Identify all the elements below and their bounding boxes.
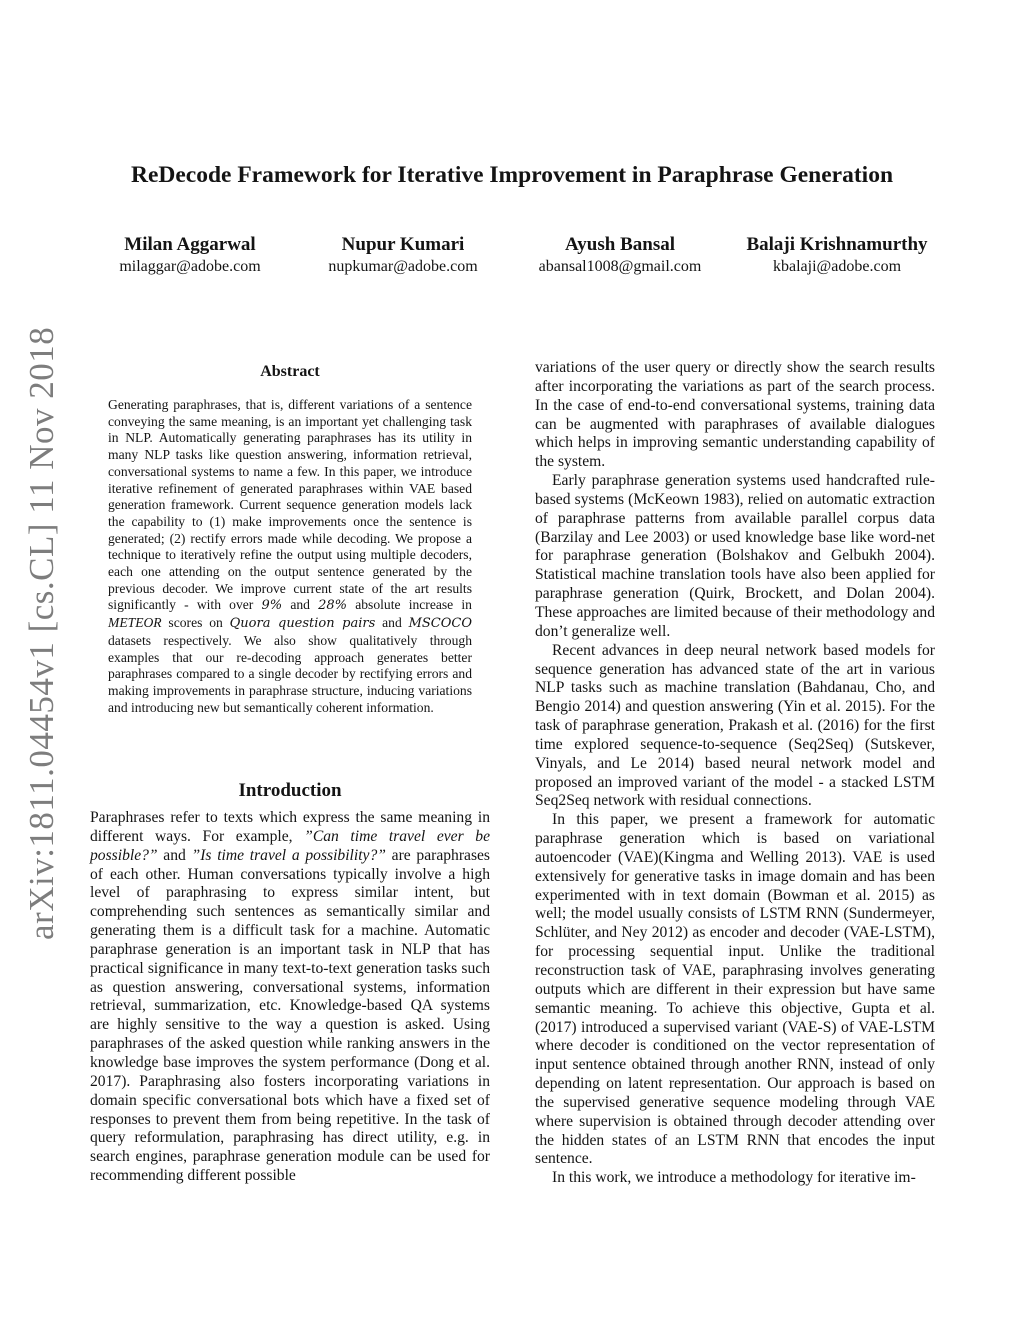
- example-quote: ”Is time travel a possibility?”: [191, 846, 386, 864]
- author-email: nupkumar@adobe.com: [328, 258, 478, 275]
- arxiv-identifier: arXiv:1811.04454v1 [cs.CL] 11 Nov 2018: [22, 326, 61, 940]
- paragraph: In this paper, we present a framework for automatic paraphrase generation which is based on variational autoencoder (VAE)(Kingma and Welling 2013). VAE is used extensively for generative tasks in image domain and has been experimented with in text domain (Bowman et al. 2015) as well; the model usually consists of LSTM RNN (Sundermeyer, Schlüter, and Ney 2012) as encoder and decoder (VAE-LSTM), for processing sequential input. Unlike the traditional reconstruction task of VAE, paraphrasing involves generating outputs which are different in their expression but have same semantic meaning. To achieve this objective, Gupta et al. (2017) introduced a supervised variant (VAE-S) of VAE-LSTM where decoder is conditioned on the vector representation of input sentence obtained through another RNN, instead of only depending on latent representation. Our approach is based on the supervised generative sequence modeling through VAE where supervision is obtained through decoder attending over the hidden states of an LSTM RNN that encodes the input sentence.: [535, 811, 935, 1168]
- paragraph: In this work, we introduce a methodology for iterative im-: [552, 1169, 916, 1187]
- abstract-text-part: Generating paraphrases, that is, different variations of a sentence conveying the same meaning, is an important yet challenging task in NLP. Automatically generating paraphrases has its utility in many NLP tasks like question answering, information retrieval, conversational systems to name a few. In this paper, we introduce iterative refinement of generated paraphrases within VAE based generation framework. Current sequence generation models lack the capability to (1) make improvements once the sentence is generated; (2) rectify errors made while decoding. We propose a technique to iteratively refine the output using multiple decoders, each one attending on the output sentence generated by the previous decoder. We improve current state of the art results significantly - with over: [108, 397, 472, 613]
- left-column: [90, 809, 490, 1186]
- example-quote: ”Can time travel ever be possible?”: [90, 827, 490, 864]
- paragraph: [90, 809, 490, 1186]
- paragraph-text: are paraphrases of each other. Human conversations typically involve a high level of paraphrasing to express similar intent, but comprehending such sentences as semantically similar and generating them is a difficult task for a machine. Automatic paraphrase generation is an important task in NLP that has practical significance in many text-to-text generation tasks such as question answering, conversational systems, information retrieval, summarization, etc. Knowledge-based QA systems are highly sensitive to the way a question is asked. Using paraphrases of the asked question while ranking answers in the knowledge base improves the system performance (Dong et al. 2017). Paraphrasing also fosters incorporating variations in domain specific conversational bots which have a fixed set of responses to prevent them from being repetitive. In the task of query reformulation, paraphrasing has direct utility, e.g. in search engines, paraphrase generation module can be used for recommending different possible: [90, 846, 491, 1185]
- author-block: [732, 233, 942, 277]
- abstract-text-part: and: [375, 615, 409, 631]
- abstract-text: [108, 397, 472, 716]
- paragraph: Early paraphrase generation systems used handcrafted rule-based systems (McKeown 1983), relied on automatic extraction of paraphrase patterns from available parallel corpus data (Barzilay and Lee 2003) or used knowledge base like word-net for paraphrase generation (Bolshakov and Gelbukh 2004). Statistical machine translation tools have also been applied for paraphrase generation (Quirk, Brockett, and Dolan 2004). These approaches are limited because of their methodology and don’t generalize well.: [535, 472, 935, 640]
- right-column: [535, 359, 935, 1188]
- author-name: Balaji Krishnamurthy: [746, 234, 928, 255]
- author-block: [520, 233, 720, 277]
- author-email: abansal1008@gmail.com: [538, 258, 702, 275]
- math-percent: 28%: [318, 598, 348, 614]
- paragraph: Recent advances in deep neural network based models for sequence generation has advanced state of the art in various NLP tasks such as machine translation (Bahdanau, Cho, and Bengio 2014) and question answering (Yin et al. 2015). For the task of paraphrase generation, Prakash et al. (2016) for the first time explored sequence-to-sequence (Seq2Seq) (Sutskever, Vinyals, and Le 2014) based neural network model and proposed an improved variant of the model - a stacked LSTM Seq2Seq network with residual connections.: [535, 641, 935, 810]
- author-name: Milan Aggarwal: [124, 234, 256, 255]
- abstract-text-part: scores on: [161, 615, 230, 631]
- author-email: kbalaji@adobe.com: [772, 258, 902, 275]
- math-percent: 9%: [261, 598, 283, 614]
- section-heading-introduction: Introduction: [238, 780, 342, 801]
- dataset-name: MSCOCO: [408, 616, 472, 632]
- author-email: milaggar@adobe.com: [119, 258, 261, 275]
- abstract-text-part: and: [282, 597, 319, 613]
- author-block: [303, 233, 503, 277]
- author-name: Nupur Kumari: [341, 234, 465, 255]
- dataset-name: Quora question pairs: [229, 616, 376, 632]
- paragraph: variations of the user query or directly show the search results after incorporating the variations as part of the search process. In the case of end-to-end conversational systems, training data can be augmented with paraphrases of available dialogues which helps in improving semantic understanding capability of the system.: [535, 359, 935, 471]
- abstract-text-part: datasets respectively. We also show qualitatively through examples that our re-decoding approach generates better paraphrases compared to a single decoder by rectifying errors and making improvements in paraphrase structure, inducing variations and introducing new but semantically coherent information.: [108, 632, 472, 715]
- author-name: Ayush Bansal: [564, 234, 675, 255]
- paragraph-text: Paraphrases refer to texts which express the same meaning in different ways. For example,: [90, 809, 490, 845]
- author-block: [90, 233, 290, 277]
- abstract-heading: Abstract: [260, 363, 320, 380]
- abstract-text-part: absolute increase in: [347, 597, 472, 613]
- paragraph-text: and: [157, 846, 192, 864]
- paper-title: ReDecode Framework for Iterative Improvement in Paraphrase Generation: [130, 162, 894, 188]
- metric-name: METEOR: [108, 615, 162, 631]
